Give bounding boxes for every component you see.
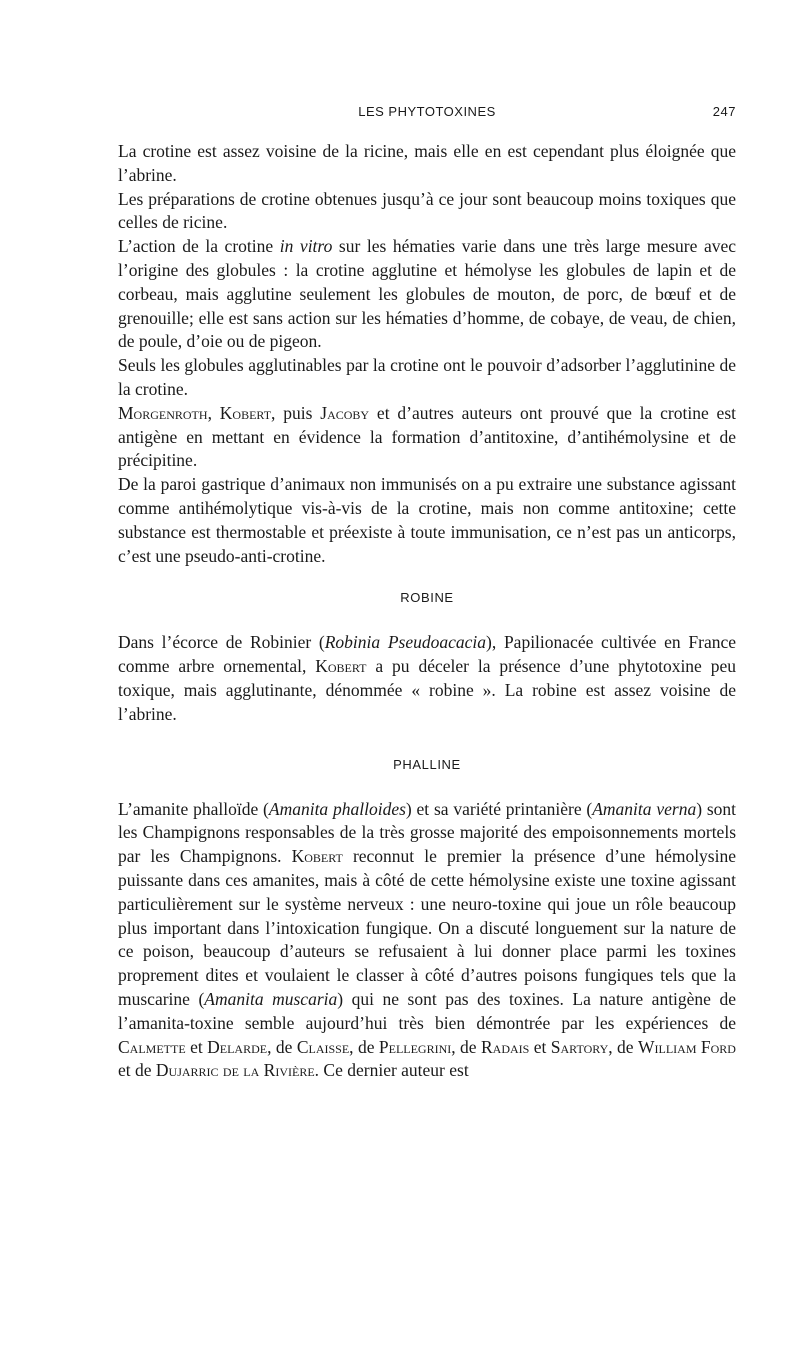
text-run: , (207, 402, 220, 423)
italic-term: Robinia Pseudoacacia (324, 632, 487, 653)
running-head-title: LES PHYTOTOXINES (358, 104, 496, 119)
italic-term: in vitro (279, 236, 333, 257)
text-run: L’action de la crotine (118, 236, 280, 257)
italic-term: Amanita muscaria (204, 988, 338, 1009)
text-run: , de (349, 1036, 379, 1057)
author-name: Dujarric de la Rivière (155, 1060, 315, 1081)
paragraph-robine (118, 631, 736, 726)
text-run: ), Papilionacée cultivée en France comme arbre ornemental, (118, 632, 736, 677)
text-run: , de (608, 1036, 638, 1057)
text-run: , de (451, 1036, 481, 1057)
running-head (118, 104, 736, 124)
author-name: Sartory (550, 1036, 609, 1057)
author-name: Kobert (219, 402, 272, 423)
author-name: Calmette (118, 1036, 186, 1057)
paragraph-crotine-adsorption: Seuls les globules agglutinables par la crotine ont le pouvoir d’adsorber l’agglutinine de la crotine. (118, 355, 736, 399)
text-run: et d’autres auteurs ont prouvé que la crotine est antigène en mettant en évidence la formation d’antitoxine, d’antihémolysine et de précipitine. (118, 402, 736, 471)
author-name: Claisse (296, 1036, 350, 1057)
paragraph-crotine-antigen (118, 402, 736, 473)
page-number: 247 (712, 104, 736, 119)
body-text (118, 140, 736, 1083)
paragraph-crotine-action (118, 235, 736, 354)
paragraph-crotine-gastric: De la paroi gastrique d’animaux non immunisés on a pu extraire une substance agissant comme antihémolytique vis-à-vis de la crotine, mais non comme antitoxine; cette substance est thermostable et préexiste à toute immunisation, ce n’est pas un anticorps, c’est une pseudo-anti-crotine. (118, 474, 736, 566)
section-heading-phalline: PHALLINE (393, 756, 461, 772)
text-run: , de (267, 1036, 297, 1057)
author-name: Delarde (207, 1036, 268, 1057)
author-name: Pellegrini (378, 1036, 452, 1057)
text-run: ) qui ne sont pas des toxines. La nature antigène de l’amanita-toxine semble aujourd’hui très bien démontrée par les expériences de (118, 988, 737, 1033)
author-name: Morgenroth (118, 402, 208, 423)
text-run: ) et sa variété printanière ( (405, 798, 593, 819)
section-heading-robine: ROBINE (400, 590, 454, 606)
text-run: a pu déceler la présence d’une phytotoxine peu toxique, mais agglutinante, dénommée « robine ». La robine est assez voisine de l’abrine. (118, 656, 736, 724)
author-name: Kobert (291, 846, 343, 867)
text-run: , puis (271, 402, 321, 423)
text-run: L’amanite phalloïde ( (118, 798, 269, 819)
author-name: Kobert (315, 656, 367, 677)
text-run: reconnut le premier la présence d’une hémolysine puissante dans ces amanites, mais à côté de cette hémolysine existe une toxine agissant particulièrement sur le système nerveux : une neuro-toxine qui joue un rôle beaucoup plus important dans l’intoxication fungique. On a discuté longuement sur la nature de ce poison, beaucoup d’auteurs se refusaient à lui donner place parmi les toxines proprement dites et voulaient le classer à côté d’autres poisons fungiques tels que la muscarine ( (118, 846, 736, 1009)
author-name: Radais (480, 1036, 530, 1057)
paragraph-crotine-1: La crotine est assez voisine de la ricine, mais elle en est cependant plus éloignée que l’abrine. (118, 141, 736, 185)
text-run: et de (118, 1060, 156, 1081)
text-run: . Ce dernier auteur est (314, 1060, 469, 1081)
italic-term: Amanita phalloides (268, 798, 406, 819)
text-run: et (529, 1036, 551, 1057)
author-name: Jacoby (320, 402, 370, 423)
author-name: William Ford (637, 1036, 736, 1057)
text-run: Dans l’écorce de Robinier ( (118, 632, 325, 653)
text-run: et (185, 1036, 208, 1057)
text-run: ) sont les Champignons responsables de la très grosse majorité des empoisonnements mortels par les Champignons. (118, 798, 737, 867)
text-run: sur les hématies varie dans une très large mesure avec l’origine des globules : la crotine agglutine et hémolyse les globules de lapin et de corbeau, mais agglutine seulement les globules de mouton, de porc, de bœuf et de grenouille; elle est sans action sur les hématies d’homme, de cobaye, de veau, de chien, de poule, d’oie ou de pigeon. (118, 236, 737, 352)
italic-term: Amanita verna (592, 798, 697, 819)
paragraph-crotine-2: Les préparations de crotine obtenues jusqu’à ce jour sont beaucoup moins toxiques que celles de ricine. (118, 188, 736, 233)
paragraph-phalline (118, 798, 736, 1084)
